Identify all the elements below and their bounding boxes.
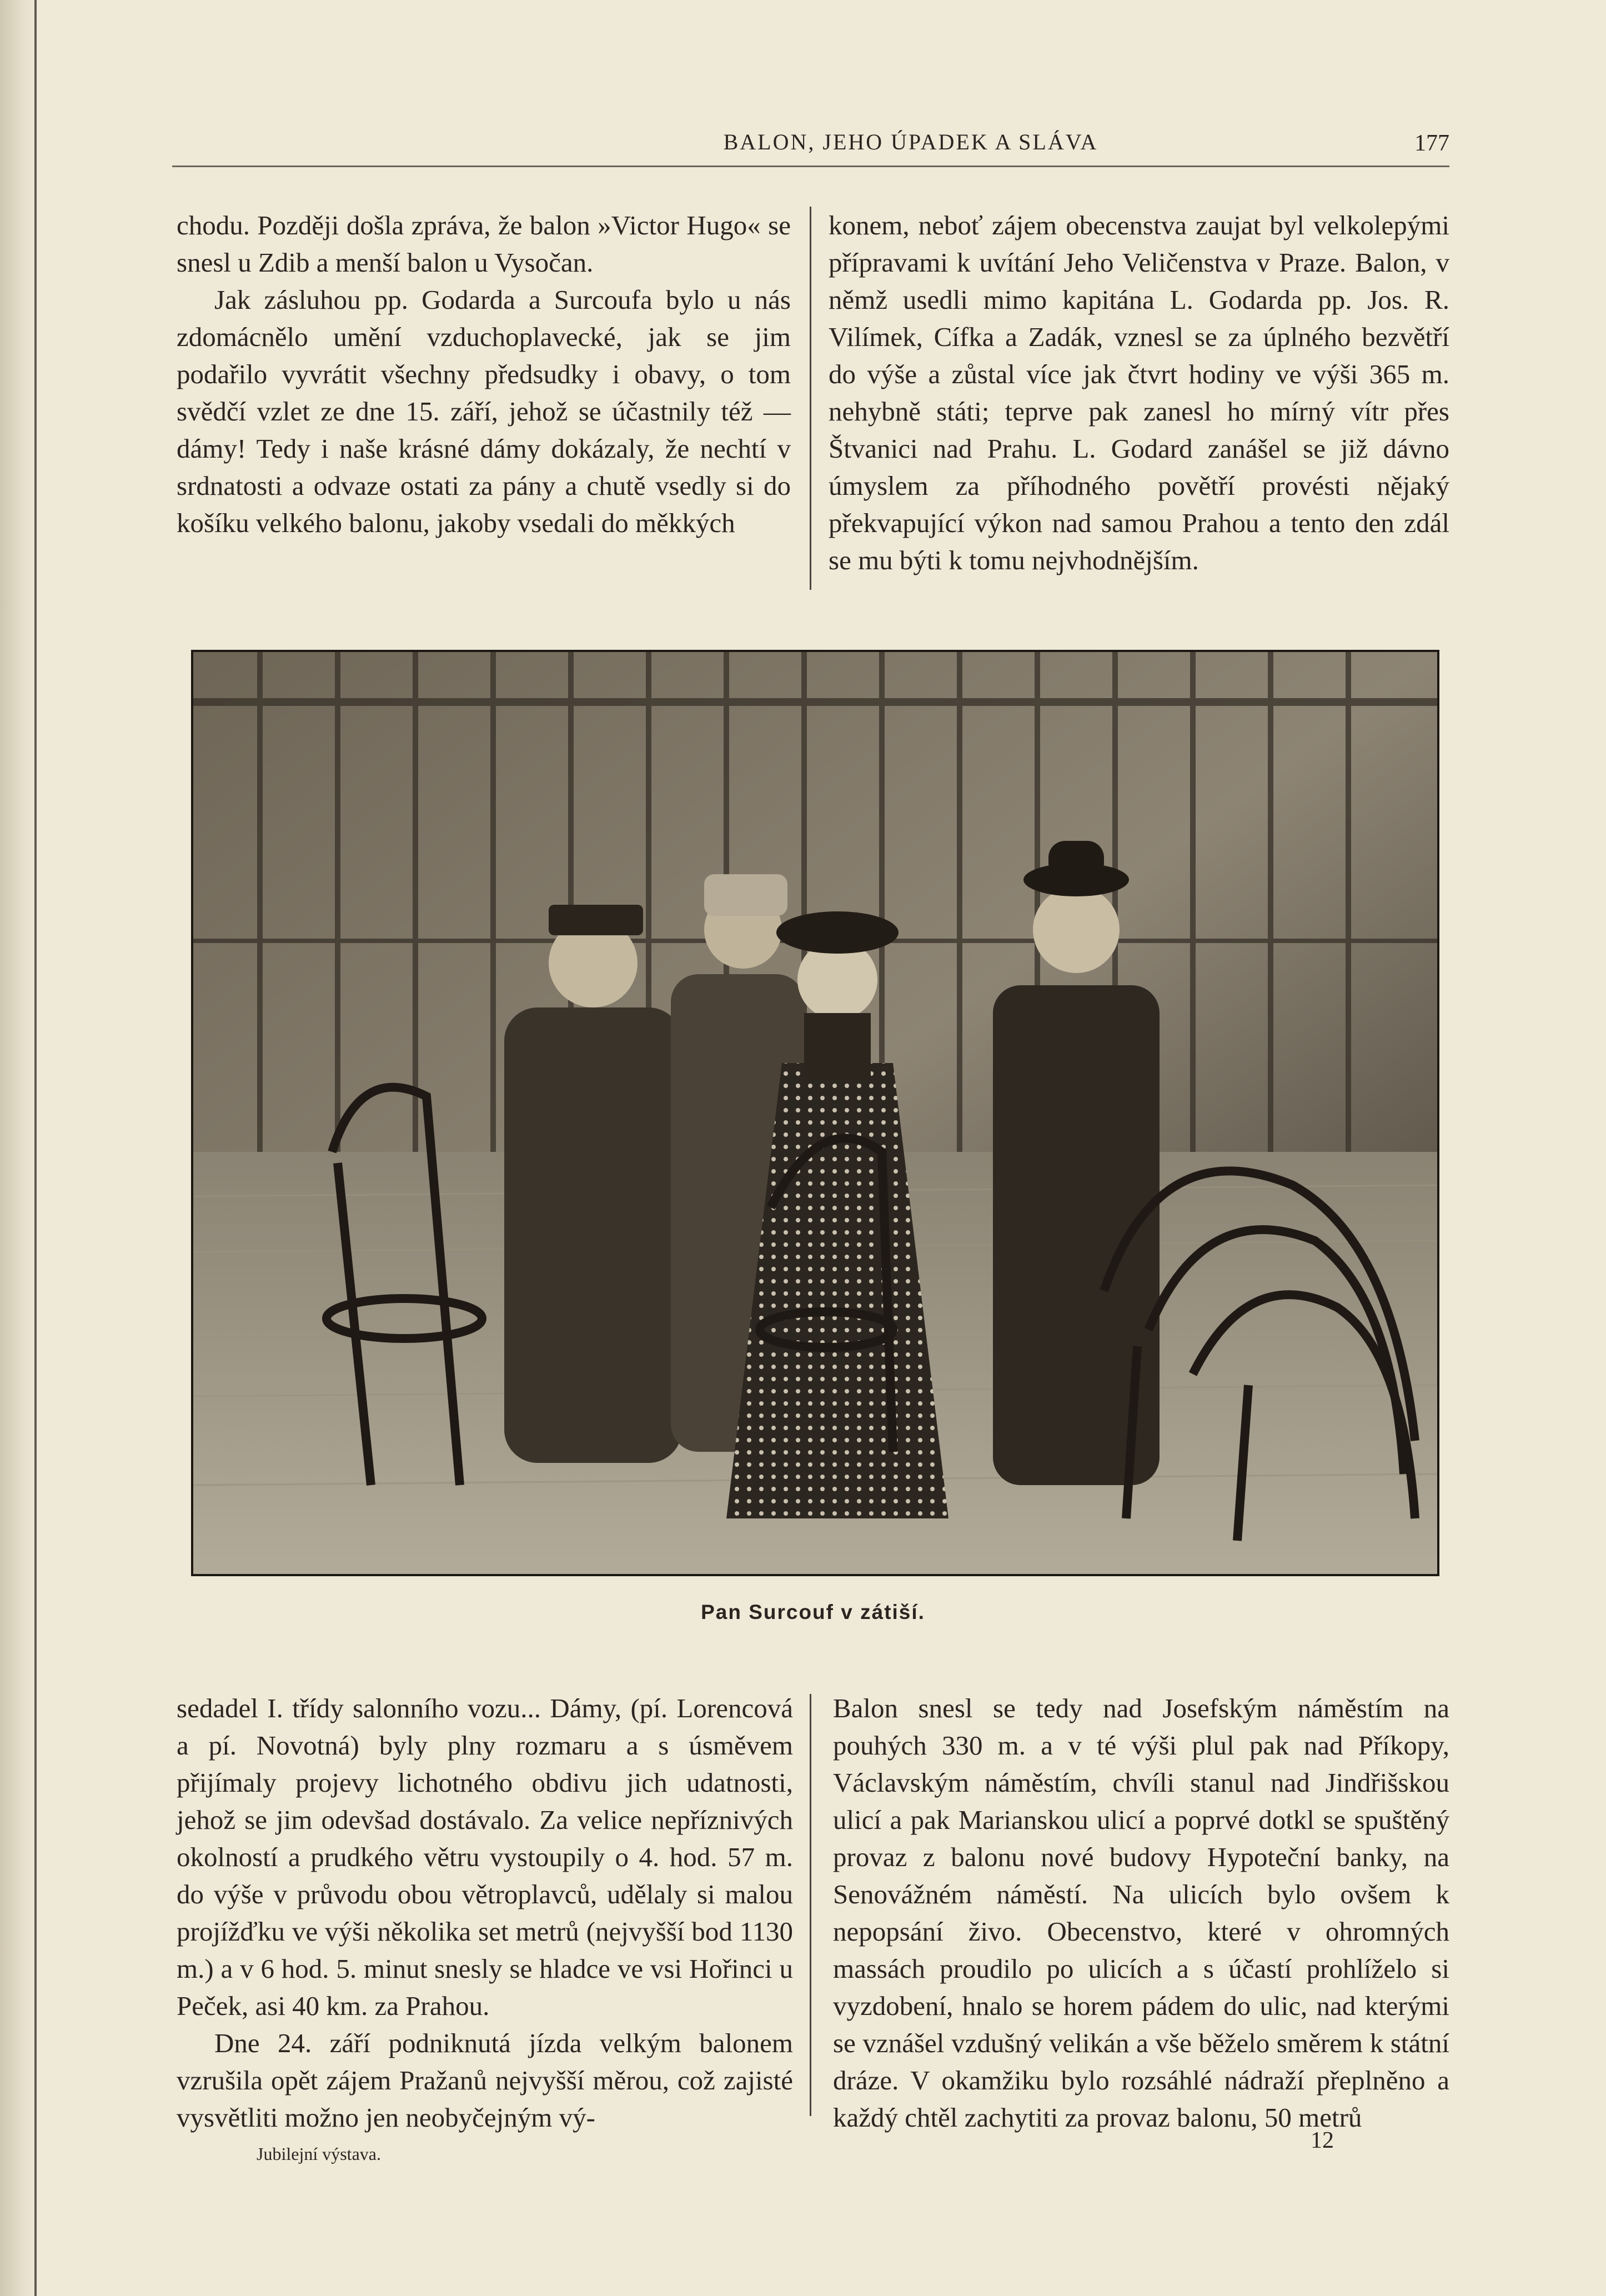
- binding-shadow: [0, 0, 39, 2296]
- paragraph: chodu. Později došla zpráva, že balon »Victor Hugo« se snesl u Zdib a menší balon u Vysočan.: [177, 210, 791, 278]
- binding-edge-line: [34, 0, 37, 2296]
- paragraph: Balon snesl se tedy nad Josefským náměstím na pouhých 330 m. a v té výši plul pak nad Příkopy, Václavským náměstím, chvíli stanul nad Jindřišskou ulicí a pak Marianskou ulicí a poprvé dotkl se spuštěný provaz z balonu nové budovy Hypoteční banky, na Senovážném náměstí. Na ulicích bylo ovšem k nepopsání živo. Obecenstvo, které v ohromných massách proudilo po ulicích a s účastí prohlíželo si vyzdobení, hnalo se horem pádem do ulic, nad kterými se vznášel vzdušný velikán a vše běželo směrem k státní dráze. V okamžiku bylo rozsáhlé nádraží přeplněno a každý chtěl zachytiti za provaz balonu, 50 metrů: [833, 1693, 1449, 2133]
- page-number: 177: [1414, 131, 1449, 156]
- photograph: [191, 650, 1439, 1576]
- text-column-bottom-right: [833, 1690, 1449, 2136]
- text-column-top-left: [177, 207, 791, 542]
- text-column-bottom-left: [177, 1690, 793, 2136]
- column-divider: [810, 207, 811, 590]
- footer-signature-line: Jubilejní výstava.: [257, 2144, 381, 2164]
- paragraph: Dne 24. září podniknutá jízda velkým balonem vzrušila opět zájem Pražanů nejvyšší měrou, což zajisté vysvětliti možno jen neobyčejným vý-: [177, 2028, 793, 2133]
- figure-caption: Pan Surcouf v zátiší.: [701, 1601, 925, 1623]
- running-title: BALON, JEHO ÚPADEK A SLÁVA: [723, 129, 1098, 154]
- header-rule: [172, 166, 1449, 167]
- column-divider: [810, 1694, 811, 2116]
- text-column-top-right: [829, 207, 1449, 579]
- photo-illustration: [193, 652, 1437, 1574]
- paragraph: Jak zásluhou pp. Godarda a Surcoufa bylo u nás zdomácnělo umění vzduchoplavecké, jak se jim podařilo vyvrátit všechny předsudky i obavy, o tom svědčí vzlet ze dne 15. září, jehož se účastnily též — dámy! Tedy i naše krásné dámy dokázaly, že nechtí v srdnatosti a odvaze ostati za pány a chutě vsedly si do košíku velkého balonu, jakoby vsedali do měkkých: [177, 284, 791, 538]
- page-header: [172, 129, 1449, 168]
- paragraph: sedadel I. třídy salonního vozu... Dámy, (pí. Lorencová a pí. Novotná) byly plny rozmaru a s úsměvem přijímaly projevy lichotného obdivu jich udatnosti, jehož se jim odevšad dostávalo. Za velice nepříznivých okolností a prudkého větru vystoupily o 4. hod. 57 m. do výše v průvodu obou větroplavců, udělaly si malou projížďku ve výši několika set metrů (nejvyšší bod 1130 m.) a v 6 hod. 5. minut snesly se hladce ve vsi Hořinci u Peček, asi 40 km. za Prahou.: [177, 1693, 793, 2021]
- paragraph: konem, neboť zájem obecenstva zaujat byl velkolepými přípravami k uvítání Jeho Veličenstva v Praze. Balon, v němž usedli mimo kapitána L. Godarda pp. Jos. R. Vilímek, Cífka a Zadák, vznesl se za úplného bezvětří do výše a zůstal více jak čtvrt hodiny ve výši 365 m. nehybně státi; teprve pak zanesl ho mírný vítr přes Štvanici nad Prahu. L. Godard zanášel se již dávno úmyslem za příhodného povětří provésti nějaký překvapující výkon nad samou Prahou a tento den zdál se mu býti k tomu nejvhodnějším.: [829, 210, 1449, 575]
- footer-sheet-number: 12: [1311, 2128, 1334, 2153]
